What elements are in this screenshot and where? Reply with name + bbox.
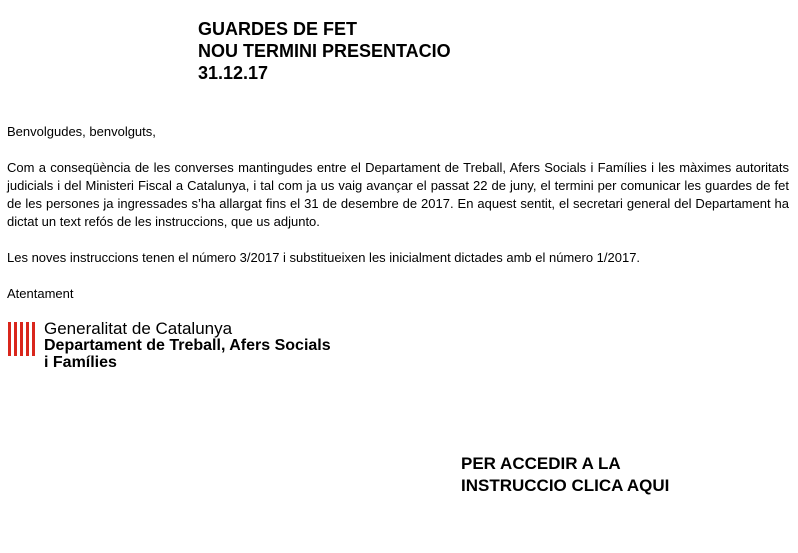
instruction-link[interactable] <box>461 453 669 497</box>
title-line-3: 31.12.17 <box>198 63 269 83</box>
generalitat-logo <box>8 320 331 371</box>
paragraph-1: Com a conseqüència de les converses mantingudes entre el Departament de Treball, Afers Socials i Famílies i les màximes autoritats judicials i del Ministeri Fiscal a Catalunya, i tal com ja us vaig avançar el passat 22 de juny, el termini per comunicar les guardes de fet de les persones ja ingressades s’ha allargat fins el 31 de desembre de 2017. En aquest sentit, el secretari general del Departament ha dictat un text refós de les instruccions, que us adjunto. <box>7 160 789 229</box>
generalitat-stripes-icon <box>8 322 36 356</box>
logo-dept-line-1: Departament de Treball, Afers Socials <box>44 337 331 354</box>
greeting: Benvolgudes, benvolguts, <box>7 124 156 139</box>
closing: Atentament <box>7 286 74 301</box>
letter-body <box>7 123 789 303</box>
page-title <box>198 18 451 84</box>
title-line-1: GUARDES DE FET <box>198 19 358 39</box>
paragraph-2: Les noves instruccions tenen el número 3/2017 i substitueixen les inicialment dictades amb el número 1/2017. <box>7 250 641 265</box>
instruction-link-line-2[interactable]: INSTRUCCIO CLICA AQUI <box>461 476 670 495</box>
instruction-link-line-1[interactable]: PER ACCEDIR A LA <box>461 454 621 473</box>
logo-org-name: Generalitat de Catalunya <box>44 319 233 338</box>
title-line-2: NOU TERMINI PRESENTACIO <box>198 41 451 61</box>
logo-dept-line-2: i Famílies <box>44 354 117 371</box>
